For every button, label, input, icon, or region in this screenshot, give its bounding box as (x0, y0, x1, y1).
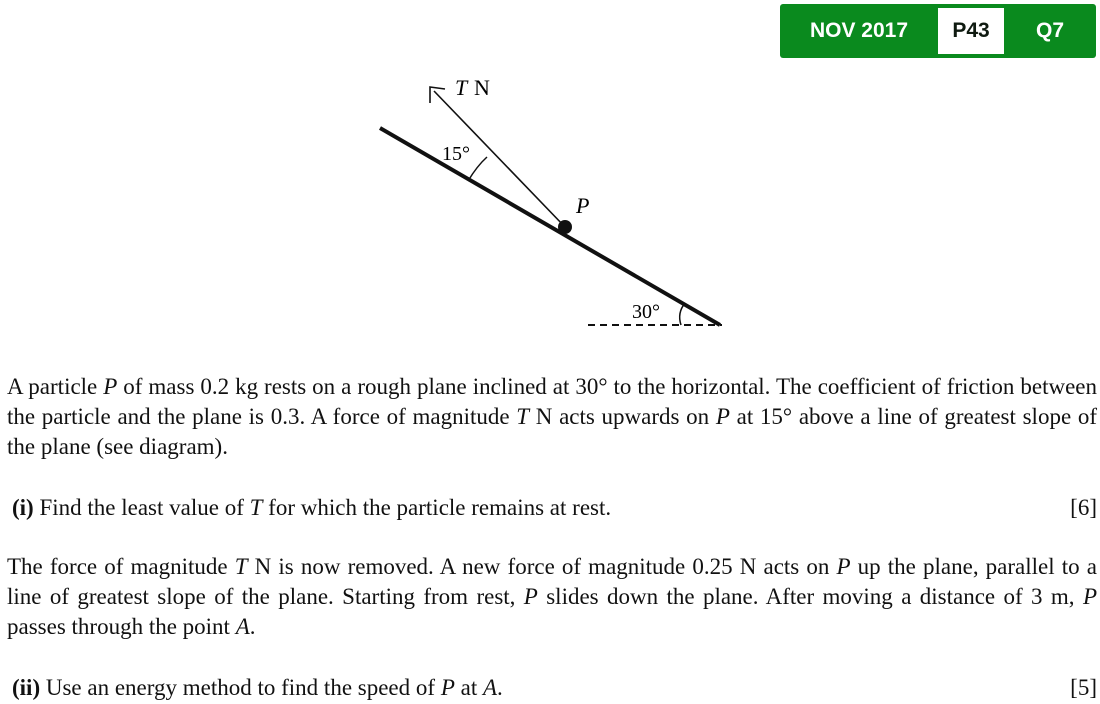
force-angle-label: 15° (442, 143, 470, 165)
particle-dot (558, 220, 572, 234)
exam-session: NOV 2017 (809, 19, 909, 42)
force-label-unit: N (474, 75, 490, 100)
force-angle-arc (468, 157, 487, 181)
paper-code: P43 (938, 8, 1004, 54)
part-ii: (ii) Use an energy method to find the speed of P at A. [5] (12, 673, 1097, 703)
part-i-number: (i) (12, 495, 34, 520)
question-number: Q7 (1035, 19, 1064, 42)
part-ii-number: (ii) (12, 675, 41, 700)
part-ii-marks: [5] (1070, 675, 1097, 700)
part-i: (i) Find the least value of T for which the particle remains at rest. [6] (12, 493, 1097, 523)
intro-paragraph: A particle P of mass 0.2 kg rests on a rough plane inclined at 30° to the horizontal. The coefficient of friction between the particle and the plane is 0.3. A force of magnitude T N acts upwards on P at 15° above a line of greatest slope of the plane (see diagram). (7, 374, 1098, 459)
plane-angle-label: 30° (632, 301, 660, 323)
inclined-plane-line (380, 128, 720, 325)
part-i-marks: [6] (1070, 495, 1097, 520)
force-label-var: T (455, 75, 468, 100)
middle-paragraph: The force of magnitude T N is now removed. A new force of magnitude 0.25 N acts on P up the plane, parallel to a line of greatest slope of the plane. Starting from rest, P slides down the plane. After moving a distance of 3 m, P passes through the point A. (7, 554, 1097, 639)
particle-label: P (576, 193, 590, 218)
